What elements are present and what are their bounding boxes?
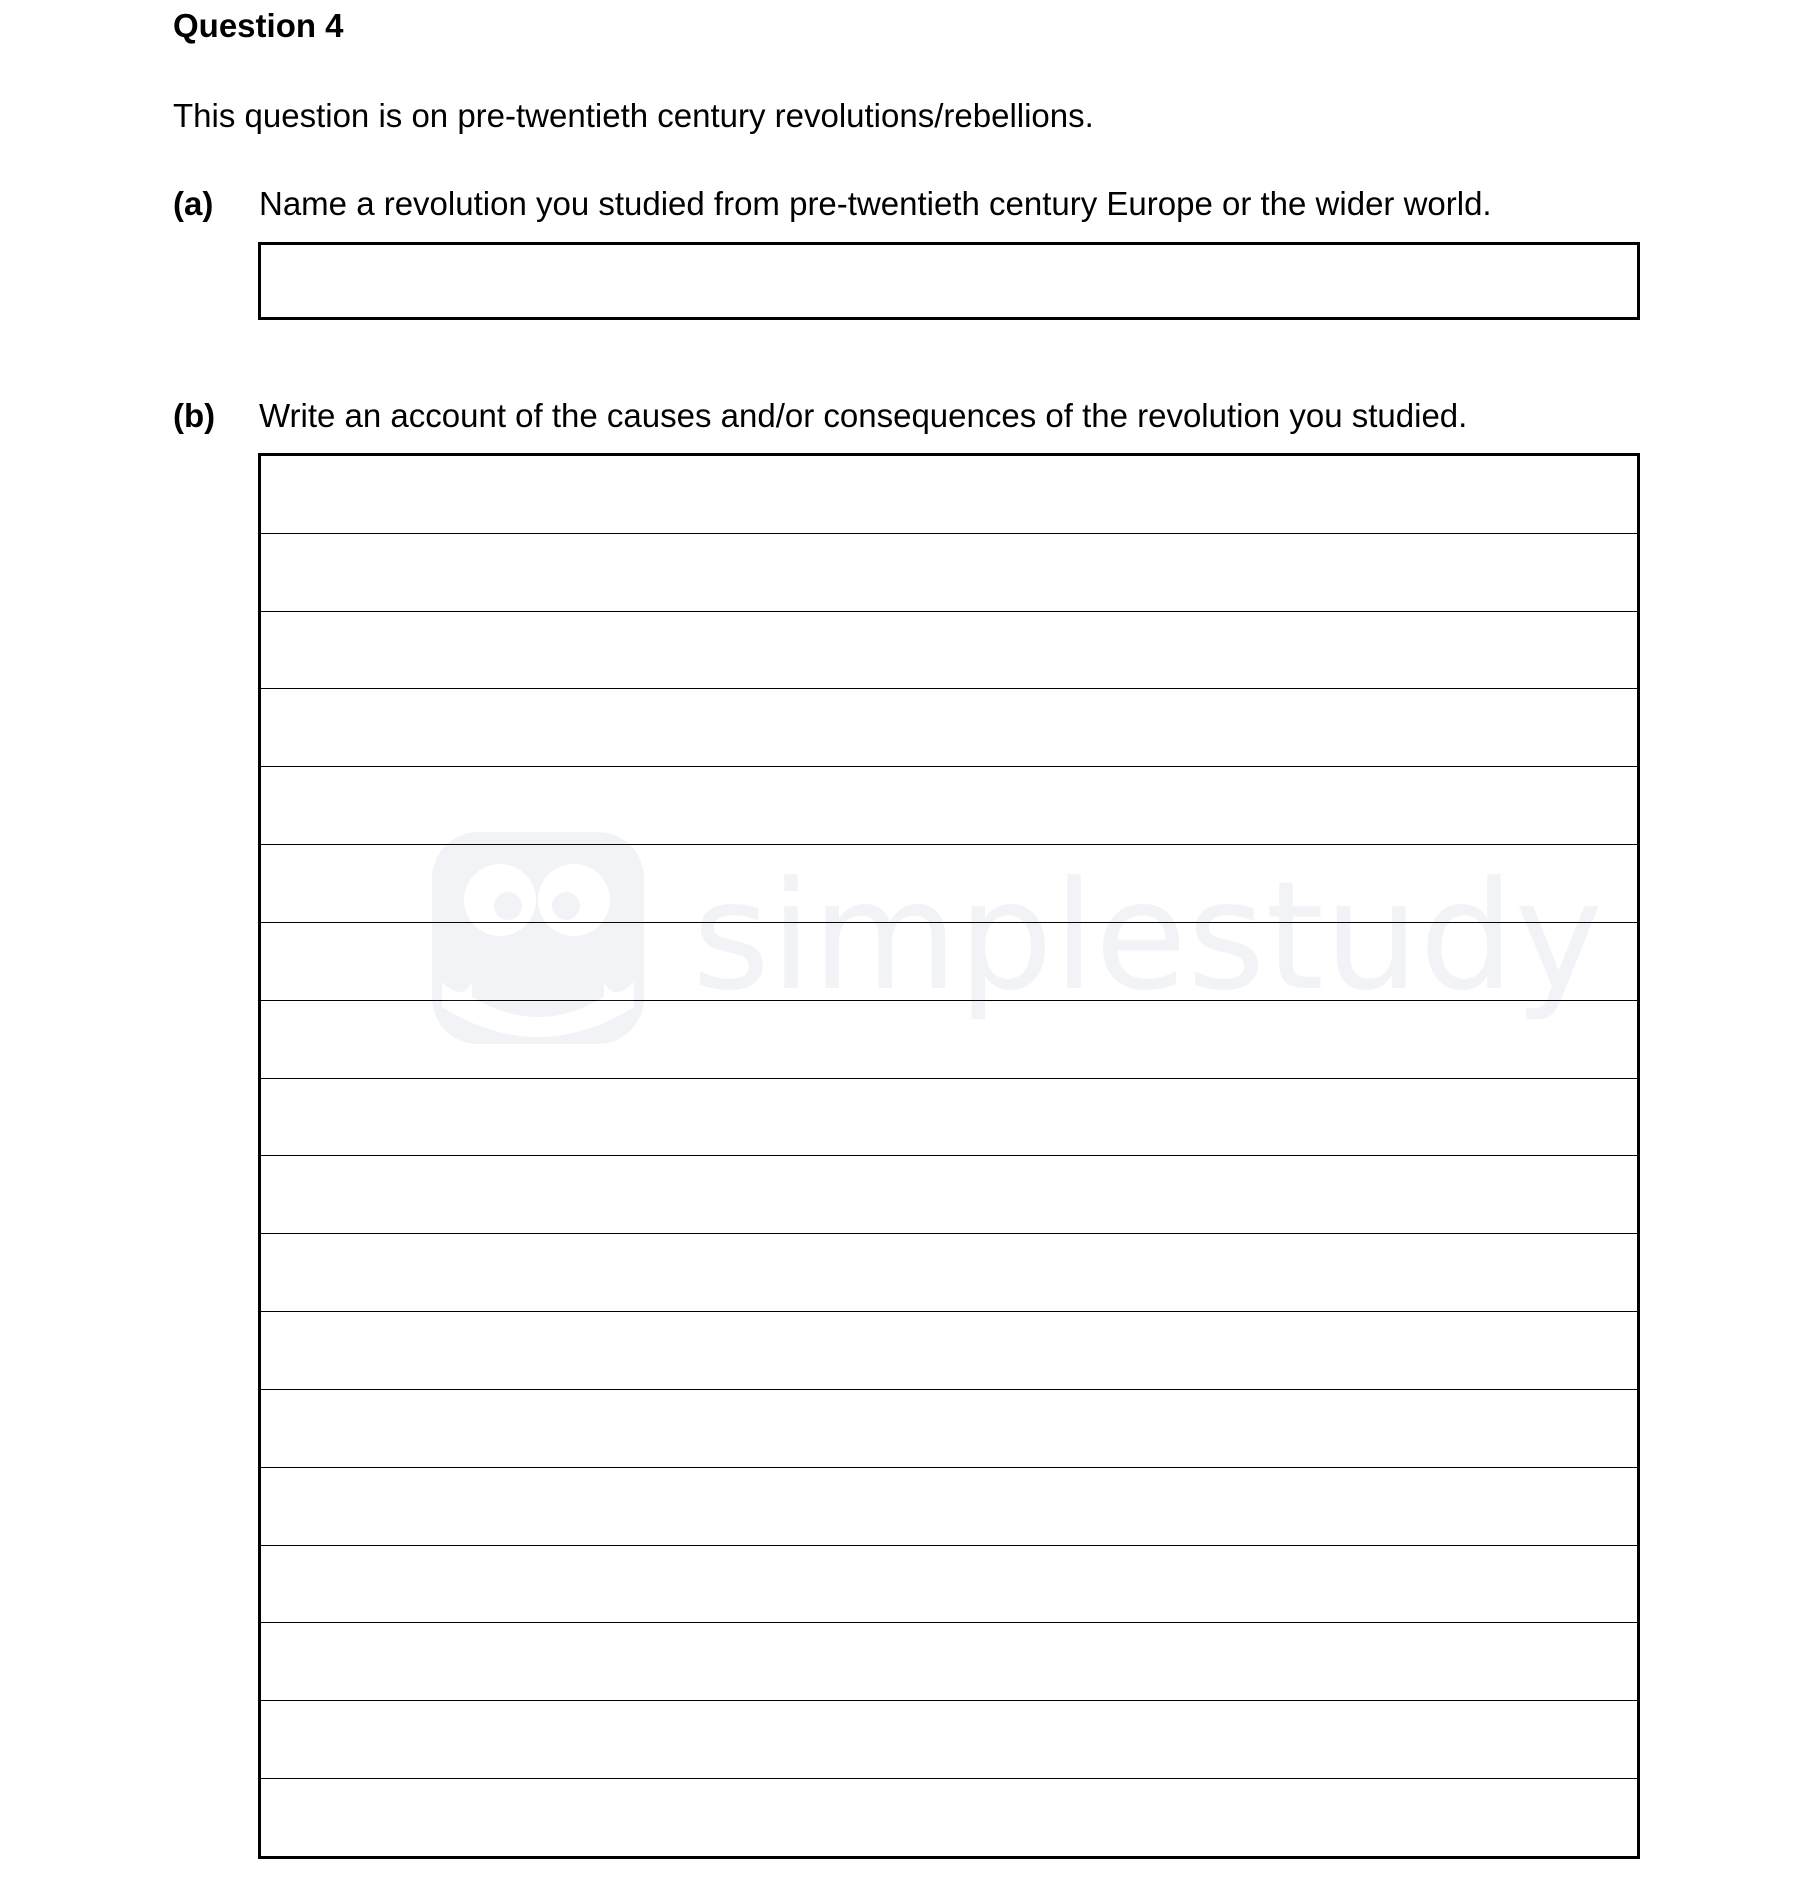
answer-line[interactable] [261, 767, 1637, 845]
answer-line[interactable] [261, 923, 1637, 1001]
answer-line[interactable] [261, 1390, 1637, 1468]
answer-line[interactable] [261, 612, 1637, 690]
answer-line[interactable] [261, 1546, 1637, 1624]
question-intro: This question is on pre-twentieth century revolutions/rebellions. [173, 97, 1094, 134]
part-b-label: (b) [173, 397, 216, 434]
watermark-text: simplestudy [692, 850, 1604, 1024]
answer-line[interactable] [261, 1312, 1637, 1390]
answer-line[interactable] [261, 1001, 1637, 1079]
answer-line[interactable] [261, 534, 1637, 612]
part-a-answer-box[interactable] [258, 242, 1640, 320]
part-b-answer-box[interactable] [258, 453, 1640, 1859]
question-title: Question 4 [173, 7, 344, 44]
answer-line[interactable] [261, 845, 1637, 923]
answer-line[interactable] [261, 689, 1637, 767]
answer-line[interactable] [261, 456, 1637, 534]
answer-line[interactable] [261, 1079, 1637, 1157]
answer-line[interactable] [261, 1623, 1637, 1701]
answer-line[interactable] [261, 1234, 1637, 1312]
part-a-prompt: Name a revolution you studied from pre-twentieth century Europe or the wider world. [259, 185, 1492, 222]
part-b-prompt: Write an account of the causes and/or consequences of the revolution you studied. [259, 397, 1468, 434]
answer-line[interactable] [261, 1779, 1637, 1856]
answer-line[interactable] [261, 1468, 1637, 1546]
answer-line[interactable] [261, 1156, 1637, 1234]
part-a-label: (a) [173, 185, 214, 222]
answer-line[interactable] [261, 1701, 1637, 1779]
